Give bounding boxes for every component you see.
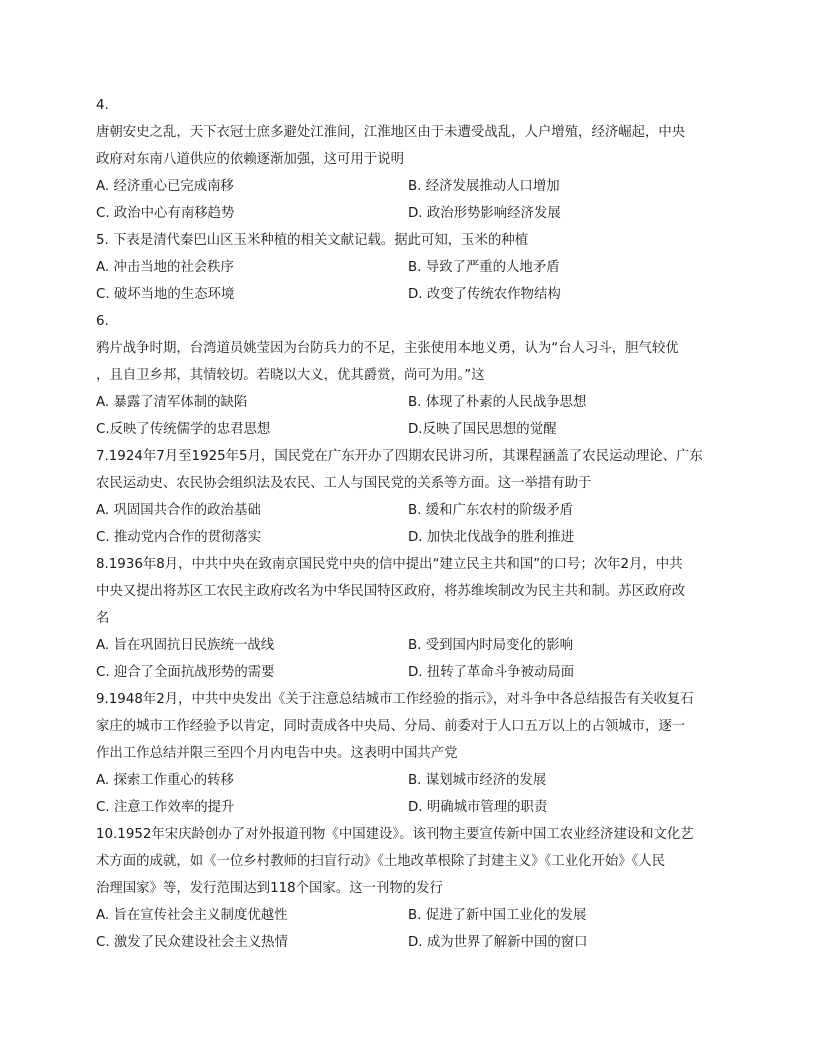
question-stem-line: 治理国家》等，发行范围达到118个国家。这一刊物的发行	[96, 881, 443, 896]
option-c: C.反映了传统儒学的忠君思想	[96, 422, 271, 437]
question-stem-line: 中央又提出将苏区工农民主政府改名为中华民国特区政府，将苏维埃制改为民主共和制。苏区政府改	[96, 584, 686, 599]
question-stem-line: 鸦片战争时期，台湾道员姚莹因为台防兵力的不足，主张使用本地义勇，认为“台人习斗，胆气较优	[96, 341, 679, 356]
question-7	[96, 443, 724, 551]
question-stem-line: 9.1948年2月，中共中央发出《关于注意总结城市工作经验的指示》，对斗争中各总结报告有关收复石	[96, 692, 694, 707]
options-row	[96, 767, 724, 794]
options-row	[96, 524, 724, 551]
option-b: B. 受到国内时局变化的影响	[408, 638, 573, 653]
options-row	[96, 173, 724, 200]
option-b: B. 缓和广东农村的阶级矛盾	[408, 503, 573, 518]
option-a: A. 经济重心已完成南移	[96, 179, 234, 194]
option-d: D. 成为世界了解新中国的窗口	[408, 935, 588, 950]
option-c: C. 政治中心有南移趋势	[96, 206, 235, 221]
question-stem-line: 农民运动史、农民协会组织法及农民、工人与国民党的关系等方面。这一举措有助于	[96, 476, 592, 491]
option-b: B. 导致了严重的人地矛盾	[408, 260, 560, 275]
options-row	[96, 794, 724, 821]
option-d: D. 扭转了革命斗争被动局面	[408, 665, 575, 680]
question-8	[96, 551, 724, 686]
options-row	[96, 416, 724, 443]
question-stem-line: 术方面的成就，如《一位乡村教师的扫盲行动》《土地改革根除了封建主义》《工业化开始》《人民	[96, 854, 666, 869]
option-c: C. 破坏当地的生态环境	[96, 287, 235, 302]
option-a: A. 旨在巩固抗日民族统一战线	[96, 638, 275, 653]
question-number: 4.	[96, 98, 109, 113]
question-stem-line: 5. 下表是清代秦巴山区玉米种植的相关文献记载。据此可知，玉米的种植	[96, 233, 529, 248]
option-c: C. 推动党内合作的贯彻落实	[96, 530, 262, 545]
question-stem-line: 唐朝安史之乱，天下衣冠士庶多避处江淮间，江淮地区由于未遭受战乱，人户增殖，经济崛起，中央	[96, 125, 686, 140]
options-row	[96, 281, 724, 308]
option-a: A. 探索工作重心的转移	[96, 773, 234, 788]
options-row	[96, 659, 724, 686]
options-row	[96, 632, 724, 659]
question-stem-line: 8.1936年8月，中共中央在致南京国民党中央的信中提出“建立民主共和国”的口号；次年2月，中共	[96, 557, 683, 572]
question-stem-line: ，且自卫乡邦，其情较切。若晓以大义，优其爵赏，尚可为用。”这	[96, 368, 485, 383]
question-5	[96, 227, 724, 308]
question-number: 6.	[96, 314, 109, 329]
option-b: B. 经济发展推动人口增加	[408, 179, 560, 194]
option-c: C. 迎合了全面抗战形势的需要	[96, 665, 275, 680]
option-b: B. 谋划城市经济的发展	[408, 773, 547, 788]
question-stem-line: 10.1952年宋庆龄创办了对外报道刊物《中国建设》。该刊物主要宣传新中国工农业经济建设和文化艺	[96, 827, 694, 842]
question-10	[96, 821, 724, 956]
question-6	[96, 308, 724, 443]
options-row	[96, 200, 724, 227]
option-a: A. 旨在宣传社会主义制度优越性	[96, 908, 288, 923]
options-row	[96, 389, 724, 416]
options-row	[96, 497, 724, 524]
question-stem-line: 名	[96, 611, 110, 626]
question-stem-line: 政府对东南八道供应的依赖逐渐加强，这可用于说明	[96, 152, 404, 167]
option-d: D.反映了国民思想的觉醒	[408, 422, 557, 437]
option-a: A. 巩固国共合作的政治基础	[96, 503, 261, 518]
options-row	[96, 902, 724, 929]
option-d: D. 加快北伐战争的胜利推进	[408, 530, 575, 545]
question-4	[96, 92, 724, 227]
question-stem-line: 7.1924年7月至1925年5月，国民党在广东开办了四期农民讲习所，其课程涵盖了农民运动理论、广东	[96, 449, 703, 464]
option-c: C. 激发了民众建设社会主义热情	[96, 935, 288, 950]
options-row	[96, 929, 724, 956]
question-stem-line: 家庄的城市工作经验予以肯定，同时责成各中央局、分局、前委对于人口五万以上的占领城市，逐一	[96, 719, 686, 734]
option-d: D. 明确城市管理的职责	[408, 800, 548, 815]
option-b: B. 促进了新中国工业化的发展	[408, 908, 587, 923]
options-row	[96, 254, 724, 281]
exam-page	[96, 92, 724, 956]
option-a: A. 暴露了清军体制的缺陷	[96, 395, 248, 410]
option-c: C. 注意工作效率的提升	[96, 800, 235, 815]
option-b: B. 体现了朴素的人民战争思想	[408, 395, 587, 410]
option-d: D. 政治形势影响经济发展	[408, 206, 561, 221]
question-9	[96, 686, 724, 821]
option-a: A. 冲击当地的社会秩序	[96, 260, 234, 275]
question-stem-line: 作出工作总结并限三至四个月内电告中央。这表明中国共产党	[96, 746, 458, 761]
option-d: D. 改变了传统农作物结构	[408, 287, 561, 302]
